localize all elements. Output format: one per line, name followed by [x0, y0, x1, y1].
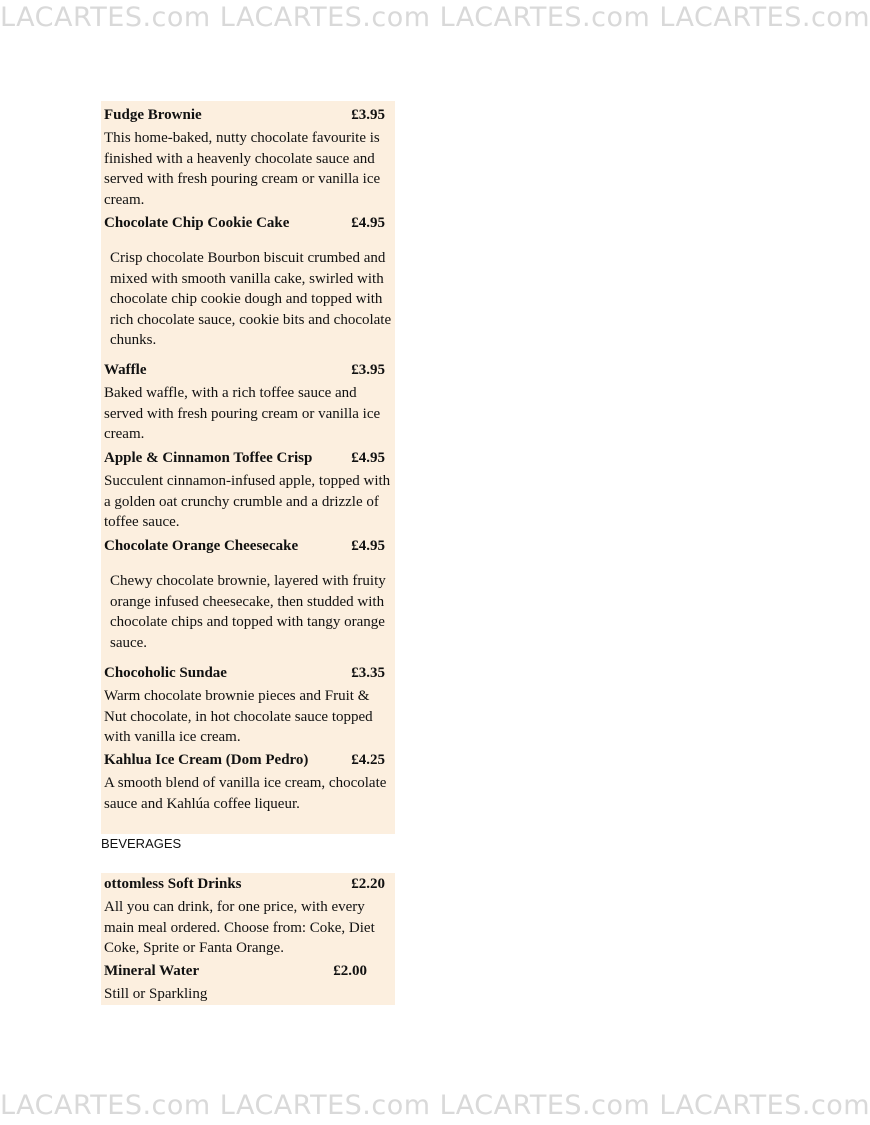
- item-description: Chewy chocolate brownie, layered with fruity orange infused cheesecake, then studded with chocolate chips and topped with tangy orange sauce.: [110, 573, 386, 651]
- item-price: £3.95: [351, 107, 385, 123]
- item-price: £4.95: [351, 450, 385, 466]
- item-name: Chocolate Chip Cookie Cake: [104, 215, 290, 231]
- item-price: £4.25: [351, 752, 385, 768]
- item-description: Still or Sparkling: [104, 986, 208, 1002]
- item-price: £2.20: [351, 876, 385, 892]
- item-price: £4.95: [351, 215, 385, 231]
- item-price: £3.35: [351, 665, 385, 681]
- item-description: Warm chocolate brownie pieces and Fruit & Nut chocolate, in hot chocolate sauce topped with vanilla ice cream.: [104, 688, 373, 745]
- item-description: Succulent cinnamon-infused apple, topped with a golden oat crunchy crumble and a drizzle of toffee sauce.: [104, 473, 391, 530]
- item-price: £4.95: [351, 538, 385, 554]
- item-name: Fudge Brownie: [104, 107, 202, 123]
- watermark-bottom: LACARTES.com LACARTES.com LACARTES.com LACARTES.com: [0, 1090, 870, 1121]
- item-description: Crisp chocolate Bourbon biscuit crumbed and mixed with smooth vanilla cake, swirled with chocolate chip cookie dough and topped with rich chocolate sauce, cookie bits and chocolate chunks.: [110, 250, 392, 348]
- item-name: Chocolate Orange Cheesecake: [104, 538, 299, 554]
- item-name: ottomless Soft Drinks: [104, 876, 242, 892]
- beverages-menu: [101, 873, 395, 1005]
- item-price: £2.00: [333, 963, 367, 979]
- item-name: Mineral Water: [104, 963, 200, 979]
- item-description: All you can drink, for one price, with every main meal ordered. Choose from: Coke, Diet Coke, Sprite or Fanta Orange.: [104, 899, 375, 956]
- desserts-menu: [101, 101, 395, 834]
- beverages-heading: BEVERAGES: [101, 836, 182, 851]
- item-description: Baked waffle, with a rich toffee sauce and served with fresh pouring cream or vanilla ice cream.: [104, 385, 381, 442]
- item-name: Waffle: [104, 362, 147, 378]
- item-description: This home-baked, nutty chocolate favourite is finished with a heavenly chocolate sauce and served with fresh pouring cream or vanilla ice cream.: [104, 130, 381, 208]
- item-name: Kahlua Ice Cream (Dom Pedro): [104, 752, 309, 768]
- item-name: Chocoholic Sundae: [104, 665, 227, 681]
- item-price: £3.95: [351, 362, 385, 378]
- item-description: A smooth blend of vanilla ice cream, chocolate sauce and Kahlúa coffee liqueur.: [104, 775, 387, 812]
- watermark-top: LACARTES.com LACARTES.com LACARTES.com LACARTES.com: [0, 2, 870, 33]
- item-name: Apple & Cinnamon Toffee Crisp: [104, 450, 313, 466]
